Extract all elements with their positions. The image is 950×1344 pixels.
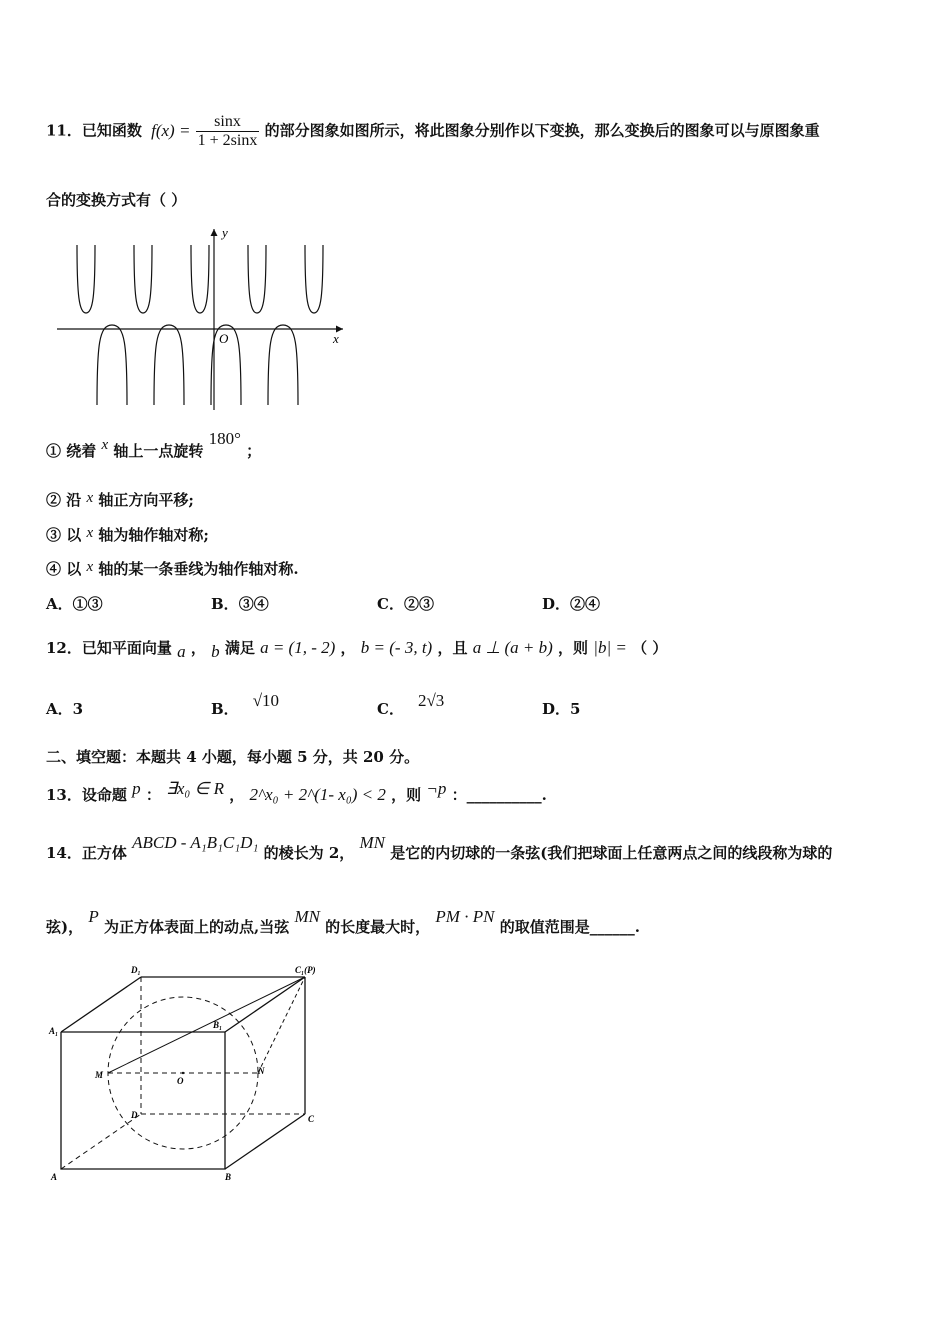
item1-angle: 180° — [208, 429, 241, 448]
section-heading: 二、填空题：本题共 4 小题，每小题 5 分，共 20 分。 — [46, 748, 420, 766]
q14-text5: 的长度最大时， — [325, 918, 431, 936]
label-a1: A₁ — [49, 1026, 59, 1036]
q11-item-4 — [46, 558, 299, 579]
upper-branch-4 — [248, 245, 266, 313]
label-d: D — [131, 1110, 138, 1120]
item1-tail: ； — [246, 442, 262, 460]
item3-post: 轴为轴作轴对称; — [98, 526, 209, 544]
q12-vec-b: b — [211, 642, 220, 661]
q11-fraction — [196, 113, 260, 150]
q14-text6[interactable]: 的取值范围是______. — [499, 918, 640, 936]
q13-not-p: ¬p — [426, 779, 447, 798]
q14-number: 14．正方体 — [46, 844, 127, 862]
q12-then: ，则 — [558, 639, 589, 657]
upper-branch-5 — [305, 245, 323, 313]
q12-option-d[interactable]: D．5 — [542, 700, 581, 718]
center-dot — [182, 1072, 184, 1074]
q12-sep: ， — [190, 639, 206, 657]
q14-text4: 为正方体表面上的动点,当弦 — [103, 918, 290, 936]
upper-branch-2 — [134, 245, 152, 313]
item2-pre: ② 沿 — [46, 491, 82, 509]
item4-post: 轴的某一条垂线为轴作轴对称. — [98, 560, 299, 578]
q12-and: ，且 — [437, 639, 468, 657]
item4-pre: ④ 以 — [46, 560, 82, 578]
q11-line1 — [46, 113, 820, 150]
label-c: C — [308, 1114, 315, 1124]
upper-branch-3 — [191, 245, 209, 313]
item1-post: 轴上一点旋转 — [113, 442, 204, 460]
q14-mn2: MN — [294, 907, 320, 926]
q13-ineq: 2^x₀ + 2^(1- x₀) < 2 — [249, 785, 386, 804]
q14-cube: ABCD - A₁B₁C₁D₁ — [132, 833, 259, 852]
q11-graph — [55, 225, 350, 415]
q11-option-c[interactable]: C．②③ — [377, 595, 434, 613]
q13-p: p — [132, 779, 141, 798]
upper-branch-1 — [77, 245, 95, 313]
edge-a-d — [61, 1114, 141, 1169]
q13-line — [46, 778, 547, 804]
item1-pre: ① 绕着 — [46, 442, 97, 460]
line-pn — [258, 977, 305, 1073]
lower-branch-4 — [268, 325, 298, 405]
q12-vec-a: a — [177, 642, 186, 661]
q13-comma: ， — [229, 786, 245, 804]
item3-pre: ③ 以 — [46, 526, 82, 544]
q14-cube-figure — [45, 960, 335, 1190]
q11-item-3 — [46, 524, 209, 545]
item2-post: 轴正方向平移; — [98, 491, 194, 509]
label-b: B — [225, 1172, 232, 1182]
q11-option-a[interactable]: A．①③ — [46, 595, 103, 613]
q12-line — [46, 637, 668, 661]
q13-blank[interactable]: ：__________. — [451, 786, 547, 804]
q13-number: 13．设命题 — [46, 786, 127, 804]
q14-text2: 是它的内切球的一条弦(我们把球面上任意两点之间的线段称为球的 — [390, 844, 833, 862]
q11-number: 11．已知函数 — [46, 121, 142, 140]
label-n: N — [258, 1066, 265, 1076]
q12-option-c[interactable]: C． 2√3 — [377, 691, 445, 718]
q14-line1 — [46, 832, 833, 862]
lower-branch-2 — [154, 325, 184, 405]
edge-b-c — [225, 1114, 305, 1169]
q12-b-def: b = (- 3, t) — [360, 638, 433, 657]
lower-branch-1 — [97, 325, 127, 405]
x-axis-label: x — [333, 331, 339, 346]
q12-option-a[interactable]: A．3 — [46, 700, 84, 718]
q13-colon: ： — [145, 786, 161, 804]
q12-cond: 满足 — [224, 639, 255, 657]
q14-p: P — [88, 907, 99, 926]
label-d1: D₁ — [131, 965, 141, 975]
q11-option-d[interactable]: D．②④ — [542, 595, 601, 613]
q13-then: ，则 — [391, 786, 422, 804]
cube-front-face — [61, 1032, 225, 1169]
edge-b1-c1 — [225, 977, 305, 1032]
label-a: A — [51, 1172, 58, 1182]
q14-text1: 的棱长为 2， — [263, 844, 355, 862]
q12-blank: （ ） — [632, 639, 668, 657]
label-o: O — [177, 1076, 184, 1086]
q11-line2: 合的变换方式有（ ） — [46, 191, 187, 209]
q14-dot: PM · PN — [435, 907, 495, 926]
q12-comma: ， — [340, 639, 356, 657]
edge-a1-d1 — [61, 977, 141, 1032]
label-b1: B₁ — [213, 1020, 223, 1030]
q14-mn: MN — [359, 833, 386, 852]
q11-item-1 — [46, 429, 262, 461]
q11-func-lhs: f(x) = — [151, 120, 191, 140]
label-m: M — [95, 1070, 104, 1080]
q11-func-den: 1 + 2sinx — [197, 132, 258, 149]
q12-abs: |b| = — [593, 638, 627, 657]
q14-line2 — [46, 906, 640, 936]
y-axis-label: y — [222, 225, 228, 240]
q11-option-b[interactable]: B．③④ — [211, 595, 269, 613]
q12-perp: a ⊥ (a + b) — [472, 638, 553, 657]
origin-label: O — [219, 331, 229, 346]
q14-text3: 弦)， — [46, 918, 84, 936]
item1-var: x — [101, 437, 109, 453]
q11-item-2 — [46, 489, 194, 510]
q12-option-b[interactable]: B． √10 — [211, 691, 280, 718]
item2-var: x — [86, 490, 94, 506]
q11-func-num: sinx — [196, 113, 260, 132]
q13-exists: ∃x₀ ∈ R — [166, 779, 224, 798]
item4-var: x — [86, 559, 94, 575]
label-c1p: C₁(P) — [295, 965, 316, 975]
line-pm — [108, 977, 305, 1073]
q12-number: 12．已知平面向量 — [46, 639, 172, 657]
q12-a-def: a = (1, - 2) — [260, 638, 336, 657]
q11-text-a: 的部分图象如图所示，将此图象分别作以下变换，那么变换后的图象可以与原图象重 — [264, 121, 820, 140]
item3-var: x — [86, 525, 94, 541]
